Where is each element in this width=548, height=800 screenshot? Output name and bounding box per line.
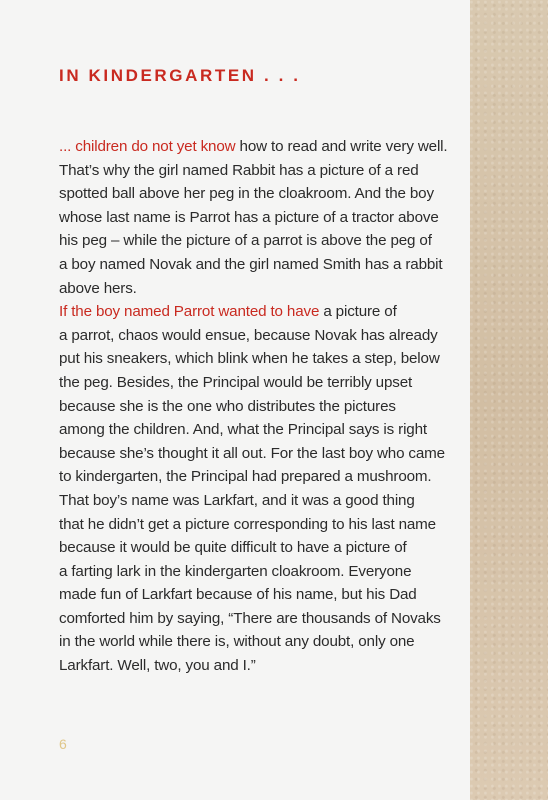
- text-line: spotted ball above her peg in the cloakroom. And the boy: [59, 185, 434, 203]
- text-line: put his sneakers, which blink when he takes a step, below: [59, 350, 440, 368]
- paragraph-1: [59, 135, 465, 300]
- text-line: the peg. Besides, the Principal would be terribly upset: [59, 373, 413, 391]
- text-line: made fun of Larkfart because of his name, but his Dad: [59, 586, 417, 604]
- text-line: whose last name is Parrot has a picture of a tractor above: [59, 208, 439, 226]
- text-line: Larkfart. Well, two, you and I.”: [59, 657, 256, 675]
- paragraph-2-lead: If the boy named Parrot wanted to have: [59, 303, 320, 321]
- text-line: a parrot, chaos would ensue, because Novak has already: [59, 326, 438, 344]
- text-line: a farting lark in the kindergarten cloakroom. Everyone: [59, 562, 412, 580]
- text-line: because she is the one who distributes the pictures: [59, 397, 396, 415]
- paragraph-1-lead: ... children do not yet know: [59, 138, 236, 155]
- text-line: because it would be quite difficult to have a picture of: [59, 539, 407, 557]
- page-number: 6: [59, 736, 67, 752]
- text-line: to kindergarten, the Principal had prepared a mushroom.: [59, 468, 432, 486]
- text-line: That’s why the girl named Rabbit has a picture of a red: [59, 161, 419, 179]
- text-line: his peg – while the picture of a parrot is above the peg of: [59, 232, 432, 250]
- body-text: [59, 135, 465, 678]
- kraft-paper-edge: [470, 0, 548, 800]
- text-line: in the world while there is, without any doubt, only one: [59, 633, 415, 651]
- text-line: That boy’s name was Larkfart, and it was a good thing: [59, 491, 415, 509]
- section-heading: IN KINDERGARTEN . . .: [59, 66, 301, 85]
- text-line: ... children do not yet know how to read and write very well.: [59, 138, 448, 155]
- text-line: that he didn’t get a picture corresponding to his last name: [59, 515, 436, 533]
- text-line: among the children. And, what the Principal says is right: [59, 421, 427, 439]
- text-line: a boy named Novak and the girl named Smith has a rabbit: [59, 255, 443, 273]
- paragraph-2: [59, 300, 465, 678]
- text-line: If the boy named Parrot wanted to have a picture of: [59, 303, 397, 321]
- text-line: above hers.: [59, 279, 137, 297]
- text-line: because she’s thought it all out. For the last boy who came: [59, 444, 445, 462]
- text-line: comforted him by saying, “There are thousands of Novaks: [59, 609, 441, 627]
